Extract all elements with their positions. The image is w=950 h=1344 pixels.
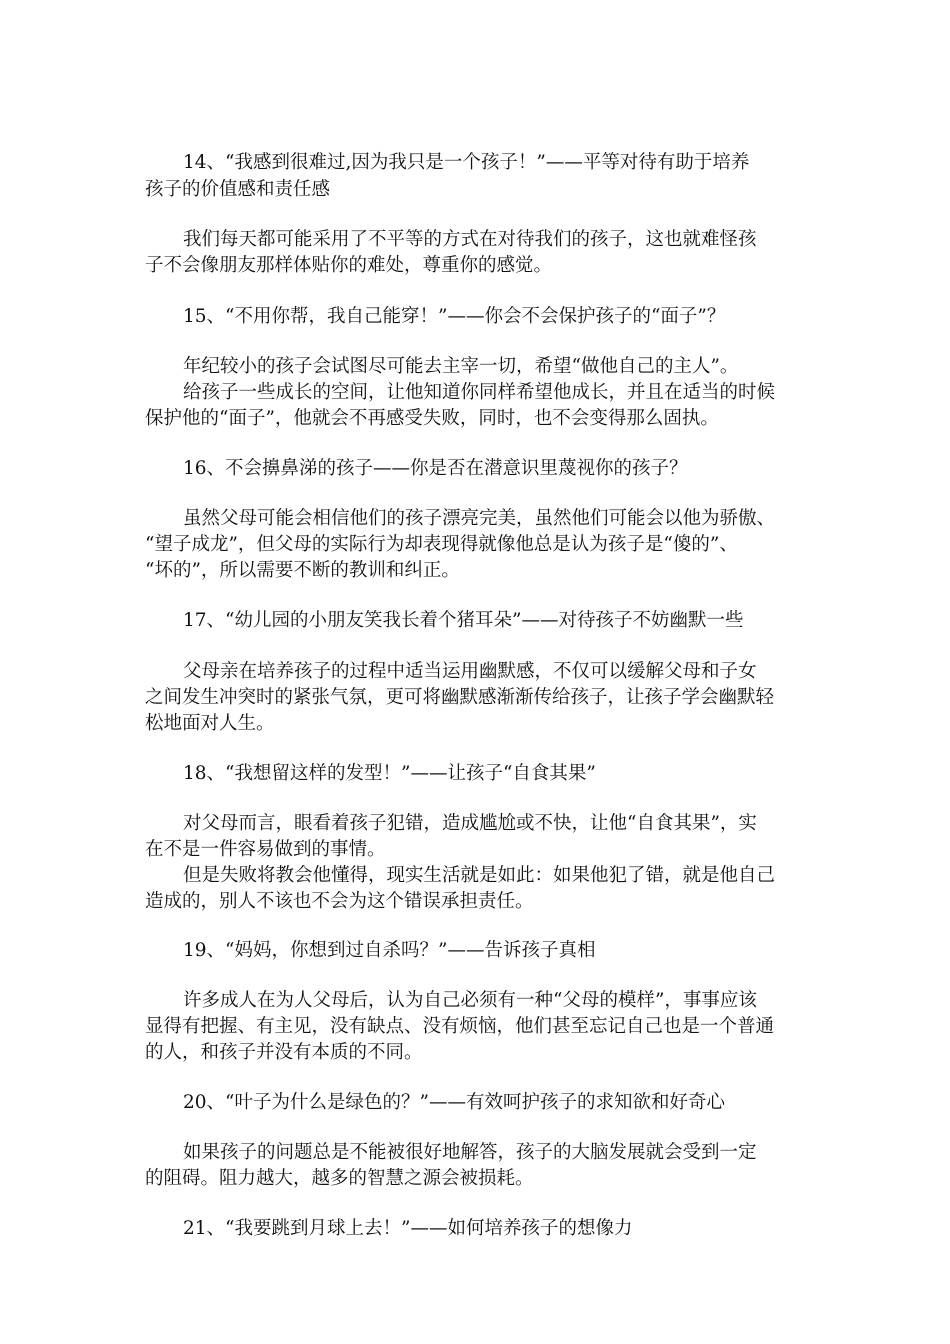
heading-21: 21、“我要跳到月球上去！”——如何培养孩子的想像力 — [183, 1218, 633, 1239]
heading-20: 20、“叶子为什么是绿色的？”——有效呵护孩子的求知欲和好奇心 — [183, 1092, 725, 1113]
paragraph-15b-line-2: 保护他的“面子”，他就会不再感受失败，同时，也不会变得那么固执。 — [145, 408, 719, 429]
paragraph-16-line-1: 虽然父母可能会相信他们的孩子漂亮完美，虽然他们可能会以他为骄傲、 — [183, 508, 776, 529]
paragraph-18a-line-2: 在不是一件容易做到的事情。 — [145, 839, 386, 860]
heading-18: 18、“我想留这样的发型！”——让孩子“自食其果” — [183, 763, 596, 784]
paragraph-14-line-2: 子不会像朋友那样体贴你的难处，尊重你的感觉。 — [145, 255, 553, 276]
paragraph-17-line-1: 父母亲在培养孩子的过程中适当运用幽默感，不仅可以缓解父母和子女 — [183, 661, 757, 682]
paragraph-17-line-2: 之间发生冲突时的紧张气氛，更可将幽默感渐渐传给孩子，让孩子学会幽默轻 — [145, 687, 775, 708]
heading-14-line-1: 14、“我感到很难过,因为我只是一个孩子！”——平等对待有助于培养 — [183, 152, 750, 173]
paragraph-14-line-1: 我们每天都可能采用了不平等的方式在对待我们的孩子，这也就难怪孩 — [183, 229, 757, 250]
paragraph-16-line-2: “望子成龙”，但父母的实际行为却表现得就像他总是认为孩子是“傻的”、 — [145, 534, 738, 555]
paragraph-20-line-2: 的阻碍。阻力越大，越多的智慧之源会被损耗。 — [145, 1168, 534, 1189]
heading-17: 17、“幼儿园的小朋友笑我长着个猪耳朵”——对待孩子不妨幽默一些 — [183, 610, 744, 631]
heading-15: 15、“不用你帮，我自己能穿！”——你会不会保护孩子的“面子”？ — [183, 306, 726, 327]
paragraph-15a-line-1: 年纪较小的孩子会试图尽可能去主宰一切，希望“做他自己的主人”。 — [183, 356, 739, 377]
paragraph-19-line-2: 显得有把握、有主见，没有缺点、没有烦恼，他们甚至忘记自己也是一个普通 — [145, 1016, 775, 1037]
paragraph-17-line-3: 松地面对人生。 — [145, 713, 275, 734]
paragraph-18a-line-1: 对父母而言，眼看着孩子犯错，造成尴尬或不快，让他“自食其果”，实 — [183, 813, 757, 834]
paragraph-19-line-3: 的人，和孩子并没有本质的不同。 — [145, 1042, 423, 1063]
heading-16: 16、不会擤鼻涕的孩子——你是否在潜意识里蔑视你的孩子？ — [183, 458, 688, 479]
paragraph-19-line-1: 许多成人在为人父母后，认为自己必须有一种“父母的模样”，事事应该 — [183, 990, 757, 1011]
heading-19: 19、“妈妈，你想到过自杀吗？”——告诉孩子真相 — [183, 940, 596, 961]
paragraph-20-line-1: 如果孩子的问题总是不能被很好地解答，孩子的大脑发展就会受到一定 — [183, 1142, 757, 1163]
paragraph-15b-line-1: 给孩子一些成长的空间，让他知道你同样希望他成长，并且在适当的时候 — [183, 382, 776, 403]
paragraph-18b-line-2: 造成的，别人不该也不会为这个错误承担责任。 — [145, 891, 534, 912]
heading-14-line-2: 孩子的价值感和责任感 — [145, 179, 331, 200]
paragraph-16-line-3: “坏的”，所以需要不断的教训和纠正。 — [145, 560, 460, 581]
paragraph-18b-line-1: 但是失败将教会他懂得，现实生活就是如此：如果他犯了错，就是他自己 — [183, 865, 776, 886]
